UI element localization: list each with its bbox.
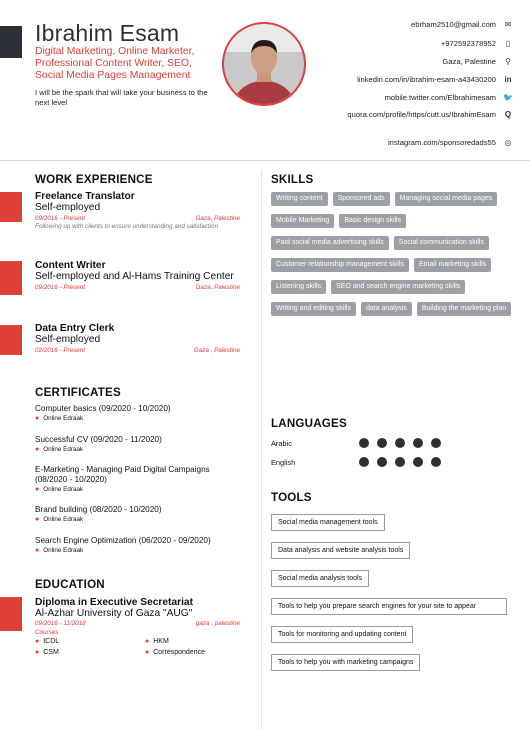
skill-chip: data analysis [361,302,412,316]
degree-title: Diploma in Executive Secretariat [35,597,193,608]
work-marker [0,325,22,355]
contact-instagram[interactable]: instagram.com/sponsoredads55 ◎ [294,138,514,151]
job-company: Self-employed [35,202,101,213]
tool-item: Tools to help you prepare search engines for your site to appear [271,598,507,615]
skill-chip: Building the marketing plan [417,302,511,316]
skill-chip: Social communication skills [394,236,489,250]
work-item [35,260,240,291]
twitter-icon: 🐦 [503,93,513,102]
skill-chip: Basic design skills [339,214,406,228]
language-row [271,457,441,467]
candidate-headline: Digital Marketing, Online Marketer, Professional Content Writer, SEO, Social Media Pages Management [35,46,195,81]
quora-icon: Q [504,110,512,119]
work-item [35,191,240,231]
education-item [35,597,240,656]
skill-chip: SEO and search engine marketing skills [331,280,465,294]
contact-location: Gaza, Palestine ⚲ [294,57,514,70]
column-divider [261,170,262,730]
skill-chip: Writing content [271,192,328,206]
job-location: Gaza, Palestine [195,215,240,222]
language-level [359,438,441,448]
header-divider [0,160,530,161]
job-dates: 09/2016 - Present [35,215,86,222]
work-section-title: WORK EXPERIENCE [35,173,153,186]
work-marker [0,261,22,295]
course-list [35,638,240,656]
skill-chip: Listening skills [271,280,326,294]
contact-quora[interactable]: quora.com/profile/https/cutt.us/IbrahimEsam Q [294,110,514,132]
job-location: Gaza , Palestine [193,347,240,354]
bullet-icon: ● [35,415,40,422]
skill-chip: Paid social media advertising skills [271,236,389,250]
location-icon: ⚲ [505,57,511,66]
contact-email[interactable]: ebrham2510@gmail.com ✉ [294,20,514,34]
bullet-icon: ● [35,547,40,554]
tools-section-title: TOOLS [271,491,312,504]
course-item: ● Correspondence [145,649,205,656]
certificate-item: Successful CV (09/2020 - 11/2020) ● Online Edraak [35,435,162,453]
instagram-icon: ◎ [504,138,512,147]
certificates-section-title: CERTIFICATES [35,386,121,399]
bullet-icon: ● [35,486,40,493]
job-company: Self-employed and Al-Hams Training Center [35,271,234,282]
job-title: Freelance Translator [35,191,135,202]
job-company: Self-employed [35,334,101,345]
language-name: English [271,457,296,467]
course-item: ● HKM [145,638,169,645]
course-item: ● CSM [35,649,59,656]
tool-item: Data analysis and website analysis tools [271,542,410,559]
skills-list [271,192,521,316]
certificate-item: Search Engine Optimization (06/2020 - 09/2020) ● Online Edraak [35,536,211,554]
skill-chip: Managing social media pages [395,192,498,206]
contact-list [294,20,514,151]
job-dates: 09/2016 - Present [35,284,86,291]
linkedin-icon: in [504,75,512,84]
language-level [359,457,441,467]
certificate-item: Brand building (08/2020 - 10/2020) ● Online Edraak [35,505,162,523]
bullet-icon: ● [35,446,40,453]
certificate-item: Computer basics (09/2020 - 10/2020) ● Online Edraak [35,404,171,422]
tool-item: Tools for monitoring and updating content [271,626,413,643]
job-location: Gaza, Palestine [195,284,240,291]
job-meta [35,347,240,354]
work-item [35,323,240,354]
tool-item: Tools to help you with marketing campaigns [271,654,420,671]
course-item: ● ICDL [35,638,60,645]
skill-chip: Sponsored ads [333,192,390,206]
job-title: Content Writer [35,260,106,271]
certificate-item: E-Marketing - Managing Paid Digital Campaigns (08/2020 - 10/2020) ● Online Edraak [35,465,210,493]
email-icon: ✉ [504,20,512,29]
education-meta: 09/2016 - 11/2018 gaza , palestine [35,620,240,627]
contact-twitter[interactable]: mobile.twitter.com/Elbrahimesam 🐦 [384,93,513,102]
job-title: Data Entry Clerk [35,323,115,334]
education-marker [0,597,22,631]
work-marker [0,192,22,222]
skill-chip: Customer relationship management skills [271,258,409,272]
job-description: Following up with clients to ensure understanding and satisfaction [35,223,219,230]
tool-item: Social media management tools [271,514,385,531]
contact-linkedin[interactable]: linkedin.com/in/ibrahim-esam-a43430200 in [294,75,514,88]
language-name: Arabic [271,438,292,448]
skills-section-title: SKILLS [271,173,314,186]
school-name: Al-Azhar University of Gaza "AUG" [35,608,193,619]
bullet-icon: ● [35,516,40,523]
education-section-title: EDUCATION [35,578,105,591]
language-row [271,438,441,448]
job-meta [35,284,240,291]
languages-section-title: LANGUAGES [271,417,347,430]
contact-phone[interactable]: +972592378952 ▯ [294,39,514,52]
tools-list [271,511,521,679]
job-dates: 02/2016 - Present [35,347,86,354]
candidate-summary: I will be the spark that will take your business to the next level [35,88,208,107]
header-accent-bar [0,26,22,58]
job-meta [35,215,240,222]
skill-chip: Writing and editing skills [271,302,356,316]
skill-chip: Mobile Marketing [271,214,334,228]
skill-chip: Email marketing skills [414,258,491,272]
phone-icon: ▯ [505,39,511,48]
courses-label: Courses [35,629,59,636]
candidate-name: Ibrahim Esam [35,20,180,46]
tool-item: Social media analysis tools [271,570,369,587]
